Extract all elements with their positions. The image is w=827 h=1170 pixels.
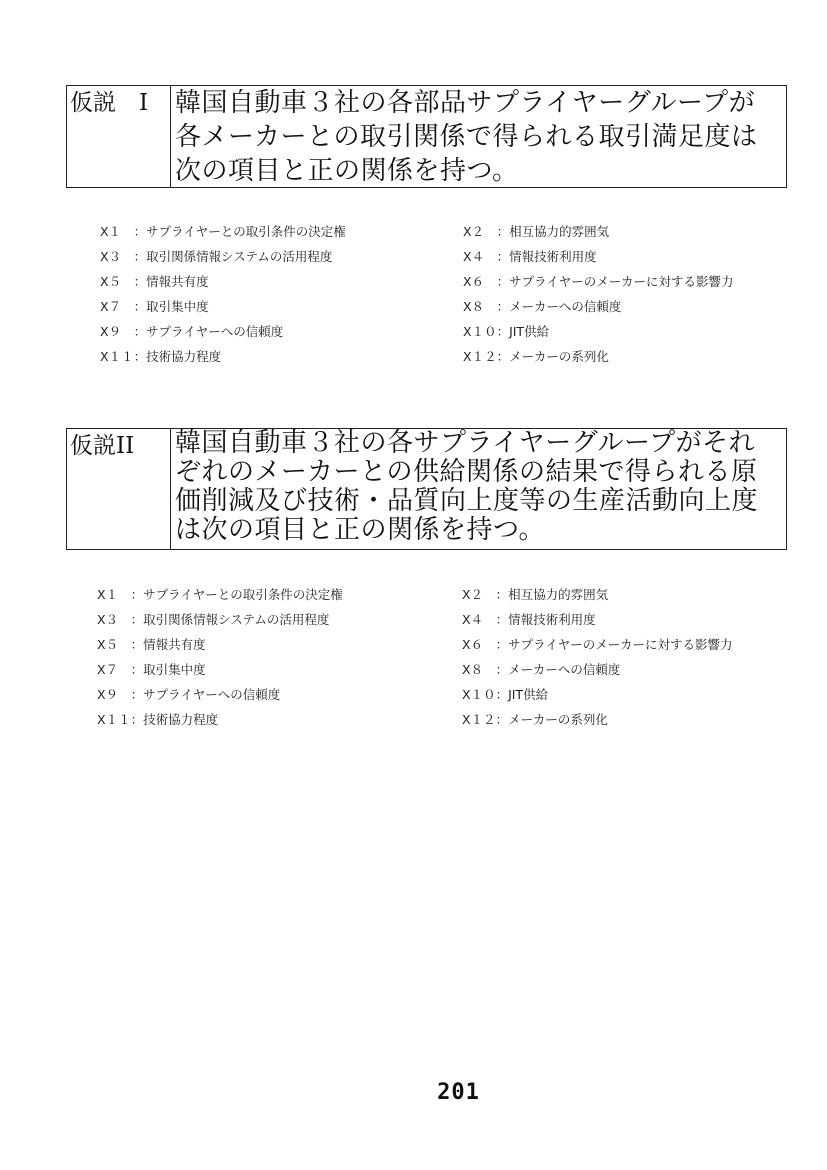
variable-x12: X１２：メーカーの系列化: [463, 349, 609, 364]
variable-x7: X７ ：取引集中度: [97, 662, 206, 677]
variable-x4: X４ ：情報技術利用度: [462, 612, 596, 627]
hypothesis-1-text: 韓国自動車３社の各部品サプライヤーグループが 各メーカーとの取引関係で得られる取引満足度は 次の項目と正の関係を持つ。: [175, 88, 758, 186]
variable-x9: X９ ：サプライヤーへの信頼度: [97, 687, 281, 702]
hypothesis-2-box: [66, 428, 787, 550]
variable-x1: X１ ：サプライヤーとの取引条件の決定権: [100, 224, 346, 239]
variable-x1: X１ ：サプライヤーとの取引条件の決定権: [97, 587, 343, 602]
variable-x3: X３ ：取引関係情報システムの活用程度: [100, 249, 333, 264]
variable-x3: X３ ：取引関係情報システムの活用程度: [97, 612, 330, 627]
variable-x11: X１１：技術協力程度: [100, 349, 222, 364]
variable-x2: X２ ：相互協力的雰囲気: [463, 224, 610, 239]
variable-x8: X８ ：メーカーへの信頼度: [462, 662, 621, 677]
variable-x12: X１２：メーカーの系列化: [462, 712, 608, 727]
hypothesis-2-label: 仮説II: [67, 429, 171, 549]
variable-x2: X２ ：相互協力的雰囲気: [462, 587, 609, 602]
variable-x7: X７ ：取引集中度: [100, 299, 209, 314]
variable-x9: X９ ：サプライヤーへの信頼度: [100, 324, 284, 339]
page-number: 201: [437, 1080, 480, 1105]
variable-x10: X１０：JIT供給: [462, 687, 549, 702]
variable-x8: X８ ：メーカーへの信頼度: [463, 299, 622, 314]
hypothesis-1-label: 仮説 I: [67, 86, 171, 187]
variable-x10: X１０：JIT供給: [463, 324, 550, 339]
variable-x4: X４ ：情報技術利用度: [463, 249, 597, 264]
variable-x6: X６ ：サプライヤーのメーカーに対する影響力: [463, 274, 734, 289]
variable-x5: X５ ：情報共有度: [97, 637, 206, 652]
hypothesis-1-box: [66, 85, 787, 188]
variable-x5: X５ ：情報共有度: [100, 274, 209, 289]
variable-x6: X６ ：サプライヤーのメーカーに対する影響力: [462, 637, 733, 652]
variable-x11: X１１：技術協力程度: [97, 712, 219, 727]
hypothesis-2-text: 韓国自動車３社の各サプライヤーグループがそれ ぞれのメーカーとの供給関係の結果で得られる原 価削減及び技術・品質向上度等の生産活動向上度 は次の項目と正の関係を持つ。: [175, 428, 759, 545]
